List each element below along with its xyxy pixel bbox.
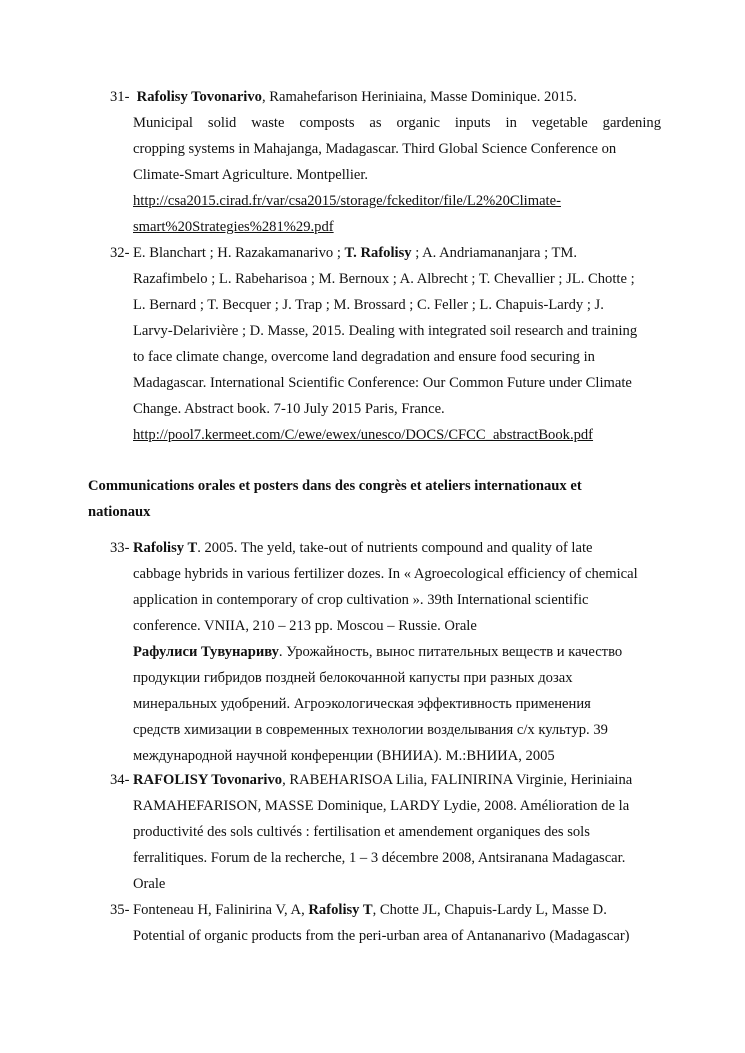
entry-text: . Урожайность, вынос питательных веществ и качество (278, 644, 623, 660)
entry-line (133, 422, 661, 448)
entry-line: международной научной конференции (ВНИИА). М.:ВНИИА, 2005 (133, 748, 555, 764)
entry-body (133, 535, 661, 769)
entry-line: минеральных удобрений. Агроэкологическая эффективность применения (133, 696, 591, 712)
entry-body (133, 767, 661, 897)
entry-text: Fonteneau H, Falinirina V, A, (133, 902, 309, 918)
entry-line (133, 639, 661, 665)
entry-line: application in contemporary of crop cultivation ». 39th International scientific (133, 592, 589, 608)
reference-url-link[interactable]: smart%20Strategies%281%29.pdf (133, 219, 334, 235)
entry-line (133, 84, 661, 110)
entry-text: E. Blanchart ; H. Razakamanarivo ; (133, 245, 345, 261)
entry-line: Orale (133, 876, 166, 892)
entry-text: , Ramahefarison Heriniaina, Masse Dominique. 2015. (261, 89, 577, 105)
entry-line: Madagascar. International Scientific Conference: Our Common Future under Climate (133, 375, 632, 391)
entry-line: Climate-Smart Agriculture. Montpellier. (133, 167, 369, 183)
reference-url-link[interactable]: http://pool7.kermeet.com/C/ewe/ewex/unesco/DOCS/CFCC_abstractBook.pdf (133, 427, 594, 443)
entry-line: ferralitiques. Forum de la recherche, 1 – 3 décembre 2008, Antsiranana Madagascar. (133, 850, 626, 866)
entry-text: , RABEHARISOA Lilia, FALINIRINA Virginie, Heriniaina (282, 772, 633, 788)
entry-line: to face climate change, overcome land degradation and ensure food securing in (133, 349, 595, 365)
entry-line: Change. Abstract book. 7-10 July 2015 Paris, France. (133, 401, 445, 417)
author-highlight: Rafolisy T (308, 902, 373, 918)
entry-body (133, 240, 661, 448)
entry-line (133, 767, 661, 793)
entry-line: cabbage hybrids in various fertilizer dozes. In « Agroecological efficiency of chemical (133, 566, 638, 582)
entry-line: средств химизации в современных технологии возделывания с/х культур. 39 (133, 722, 608, 738)
author-highlight: Rafolisy Tovonarivo (136, 89, 262, 105)
entry-line: Potential of organic products from the peri-urban area of Antananarivo (Madagascar) (133, 928, 630, 944)
entry-line: продукции гибридов поздней белокочанной капусты при разных дозах (133, 670, 573, 686)
entry-number: 35- (110, 902, 130, 918)
entry-text: , Chotte JL, Chapuis-Lardy L, Masse D. (372, 902, 607, 918)
author-highlight: Рафулиси Тувунариву (133, 644, 279, 660)
author-highlight: Rafolisy T (133, 540, 198, 556)
entry-line: productivité des sols cultivés : fertilisation et amendement organiques des sols (133, 824, 590, 840)
entry-text: ; A. Andriamananjara ; TM. (411, 245, 578, 261)
entry-number: 34- (110, 772, 130, 788)
section-heading-line: nationaux (88, 504, 151, 520)
entry-line: cropping systems in Mahajanga, Madagascar. Third Global Science Conference on (133, 141, 617, 157)
entry-line: RAMAHEFARISON, MASSE Dominique, LARDY Lydie, 2008. Amélioration de la (133, 798, 630, 814)
entry-line: L. Bernard ; T. Becquer ; J. Trap ; M. Brossard ; C. Feller ; L. Chapuis-Lardy ; J. (133, 297, 604, 313)
entry-body (133, 84, 661, 240)
entry-line: conference. VNIIA, 210 – 213 pp. Moscou – Russie. Orale (133, 618, 477, 634)
reference-url-link[interactable]: http://csa2015.cirad.fr/var/csa2015/storage/fckeditor/file/L2%20Climate- (133, 193, 561, 209)
entry-text: . 2005. The yeld, take-out of nutrients compound and quality of late (197, 540, 593, 556)
entry-line (133, 240, 661, 266)
entry-line (133, 214, 661, 240)
entry-number: 31- (110, 89, 130, 105)
author-highlight: RAFOLISY Tovonarivo (133, 772, 283, 788)
entry-number: 32- (110, 245, 130, 261)
entry-line: Larvy-Delarivière ; D. Masse, 2015. Dealing with integrated soil research and training (133, 323, 638, 339)
entry-number: 33- (110, 540, 130, 556)
section-heading-line: Communications orales et posters dans des congrès et ateliers internationaux et (88, 478, 582, 494)
author-highlight: T. Rafolisy (344, 245, 412, 261)
section-heading (88, 473, 648, 525)
entry-line: Municipal solid waste composts as organic inputs in vegetable gardening (133, 115, 661, 131)
entry-line (133, 188, 661, 214)
entry-line (133, 897, 661, 923)
entry-line (133, 535, 661, 561)
entry-body (133, 897, 661, 949)
entry-line: Razafimbelo ; L. Rabeharisoa ; M. Bernoux ; A. Albrecht ; T. Chevallier ; JL. Chotte ; (133, 271, 635, 287)
